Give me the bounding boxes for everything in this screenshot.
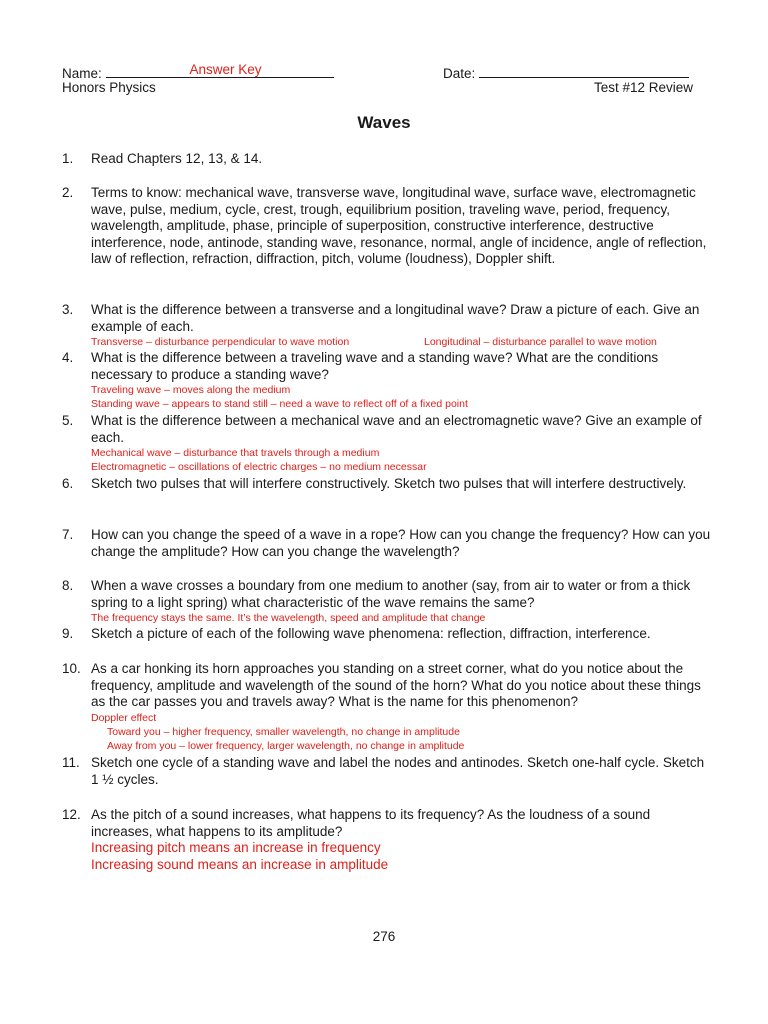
question-3 [62,302,712,349]
question-number: 6. [62,476,74,491]
question-12 [62,807,712,873]
question-number: 11. [62,755,80,770]
answer-line: Electromagnetic – oscillations of electric charges – no medium necessar [91,461,427,474]
answer-longitudinal: Longitudinal – disturbance parallel to wave motion [424,336,657,349]
answer-line: Away from you – lower frequency, larger wavelength, no change in amplitude [107,739,465,752]
answer-line: Standing wave – appears to stand still – need a wave to reflect off of a fixed point [91,398,468,411]
question-number: 2. [62,185,74,200]
page-number: 276 [372,929,396,944]
question-text: Read Chapters 12, 13, & 14. [91,151,263,166]
question-text: What is the difference between a mechanical wave and an electromagnetic wave? Give an example of each. [91,413,702,445]
question-number: 5. [62,413,74,428]
test-label: Test #12 Review [593,80,693,95]
name-label: Name: [62,66,102,81]
answer-line: Traveling wave – moves along the medium [91,384,291,397]
answer-line: The frequency stays the same. It’s the wavelength, speed and amplitude that change [91,612,486,625]
question-text: Terms to know: mechanical wave, transverse wave, longitudinal wave, surface wave, electromagnetic wave, pulse, medium, cycle, crest, trough, equilibrium position, traveling wave, period, frequency, wavelength, amplitude, phase, principle of superposition, constructive interference, destructive interference, node, antinode, standing wave, resonance, normal, angle of incidence, angle of reflection, law of reflection, refraction, diffraction, pitch, volume (loudness), Doppler shift. [91,185,707,267]
question-text: As the pitch of a sound increases, what happens to its frequency? As the loudness of a sound increases, what happens to its amplitude? [91,807,651,839]
question-text: How can you change the speed of a wave in a rope? How can you change the frequency? How can you change the amplitude? How can you change the wavelength? [91,527,711,559]
course-name: Honors Physics [62,80,156,95]
question-text: What is the difference between a transverse and a longitudinal wave? Draw a picture of each. Give an example of each. [91,302,700,334]
question-text: Sketch two pulses that will interfere constructively. Sketch two pulses that will interfere destructively. [91,476,687,491]
question-number: 4. [62,350,74,365]
question-number: 7. [62,527,74,542]
question-number: 1. [62,151,74,166]
answer-line: Mechanical wave – disturbance that travels through a medium [91,447,380,460]
date-label: Date: [443,66,476,81]
question-text: When a wave crosses a boundary from one medium to another (say, from air to water or from a thick spring to a light spring) what characteristic of the wave remains the same? [91,578,691,610]
page-title: Waves [357,113,411,132]
question-7 [62,527,712,560]
question-9 [62,626,712,643]
name-line [106,62,334,78]
question-text: What is the difference between a traveling wave and a standing wave? What are the conditions necessary to produce a standing wave? [91,350,659,382]
question-text: Sketch a picture of each of the following wave phenomena: reflection, diffraction, interference. [91,626,651,641]
question-text: Sketch one cycle of a standing wave and label the nodes and antinodes. Sketch one-half cycle. Sketch 1 ½ cycles. [91,755,705,787]
question-6 [62,476,712,493]
question-number: 8. [62,578,74,593]
answer-transverse: Transverse – disturbance perpendicular to wave motion [91,336,350,349]
question-10 [62,661,712,753]
question-text: As a car honking its horn approaches you standing on a street corner, what do you notice about the frequency, amplitude and wavelength of the sound of the horn? What do you notice about these things as the car passes you and travels away? What is the name for this phenomenon? [91,661,701,710]
date-field [443,62,689,82]
question-5 [62,413,712,474]
name-field [62,62,334,82]
answer-row [91,335,712,349]
answer-line: Increasing sound means an increase in amplitude [91,856,389,872]
question-2 [62,185,712,268]
question-number: 12. [62,807,81,822]
answer-line: Doppler effect [91,711,157,724]
question-number: 3. [62,302,74,317]
question-11 [62,755,712,788]
answer-line: Toward you – higher frequency, smaller wavelength, no change in amplitude [107,725,460,738]
date-line [479,62,689,78]
question-number: 9. [62,626,74,641]
question-8 [62,578,712,625]
name-value: Answer Key [189,62,262,77]
answer-line: Increasing pitch means an increase in frequency [91,840,381,856]
question-4 [62,350,712,411]
question-number: 10. [62,661,81,676]
question-1 [62,151,712,168]
